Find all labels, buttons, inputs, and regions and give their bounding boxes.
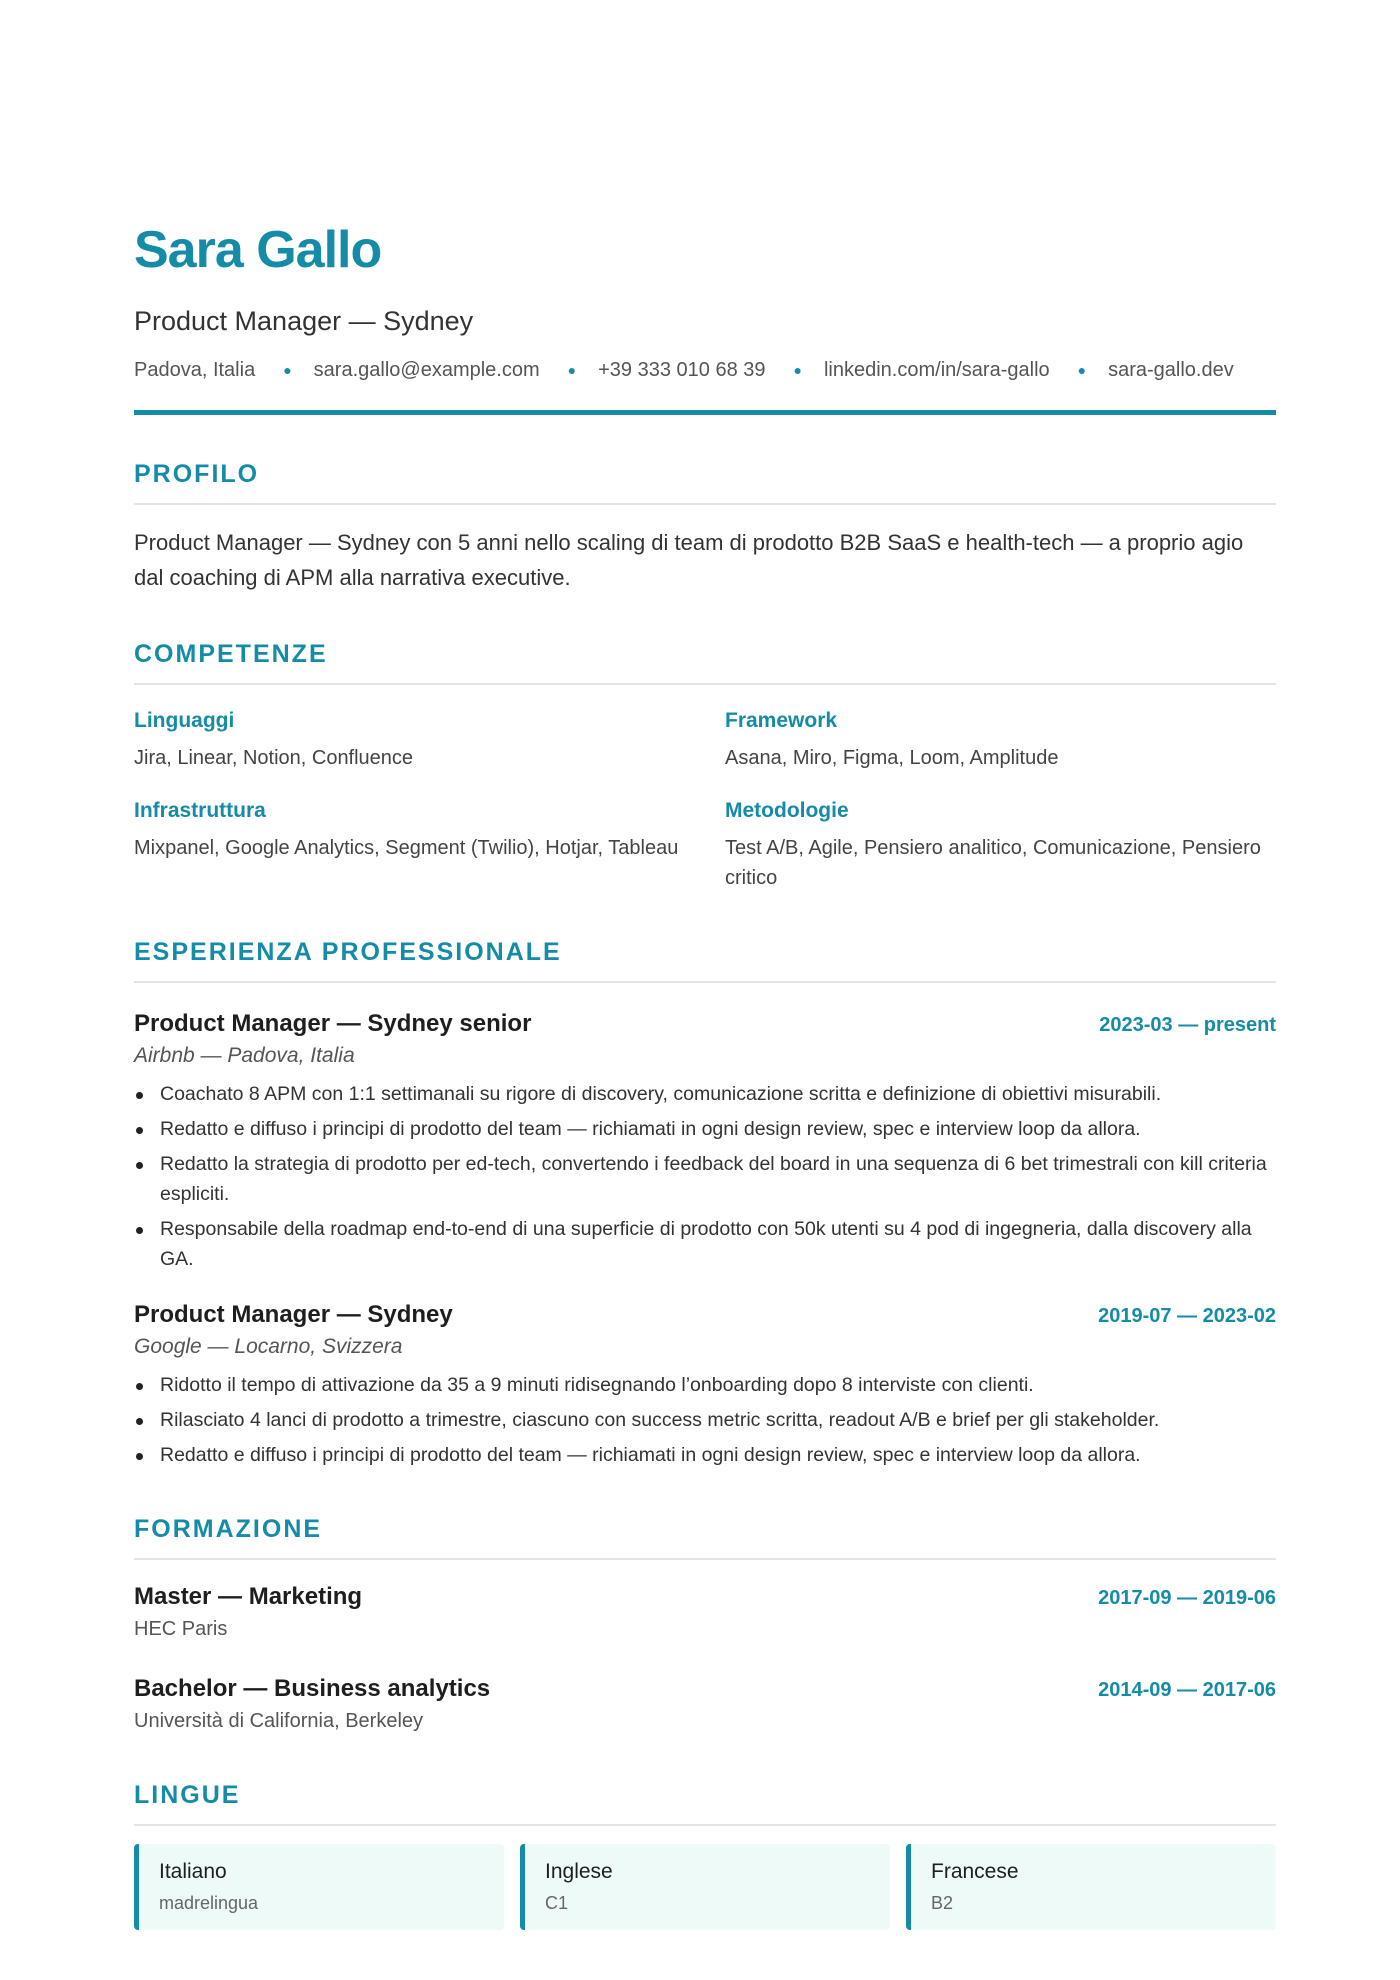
contact-website[interactable]: sara-gallo.dev [1108, 359, 1234, 381]
job-bullet: Redatto la strategia di prodotto per ed-tech, convertendo i feedback del board in una sequenza di 6 bet trimestrali con kill criteria espliciti. [134, 1149, 1276, 1209]
skill-group [134, 797, 685, 893]
skill-value: Mixpanel, Google Analytics, Segment (Twilio), Hotjar, Tableau [134, 837, 679, 859]
headline: Product Manager — Sydney [134, 306, 474, 336]
experience-section [134, 937, 1276, 1470]
education-header [134, 1674, 1276, 1704]
contact-linkedin[interactable]: linkedin.com/in/sara-gallo [823, 359, 1050, 381]
job-dates: 2019-07 — 2023-02 [1098, 1305, 1276, 1327]
education-entry [134, 1582, 1276, 1644]
job-bullet: Responsabile della roadmap end-to-end di una superficie di prodotto con 50k utenti su 4 pod di ingegneria, dalla discovery alla GA. [134, 1214, 1276, 1274]
section-divider [134, 683, 1276, 685]
language-name: Francese [931, 1860, 1019, 1883]
language-level: C1 [545, 1893, 569, 1913]
degree: Bachelor — Business analytics [134, 1675, 491, 1702]
language-card [906, 1844, 1276, 1930]
skill-value: Asana, Miro, Figma, Loom, Amplitude [725, 747, 1059, 769]
job-bullets [134, 1370, 1276, 1470]
job-header [134, 1009, 1276, 1039]
language-name: Italiano [159, 1860, 227, 1883]
bullet-separator-icon: ● [283, 362, 292, 378]
school: HEC Paris [134, 1618, 228, 1640]
section-title: LINGUE [134, 1781, 241, 1809]
skills-section [134, 639, 1276, 893]
skill-value: Jira, Linear, Notion, Confluence [134, 747, 414, 769]
skill-label: Linguaggi [134, 709, 235, 732]
job-title: Product Manager — Sydney [134, 1301, 453, 1328]
job-company: Airbnb — Padova, Italia [134, 1044, 355, 1067]
languages-section [134, 1780, 1276, 1930]
profile-summary: Product Manager — Sydney con 5 anni nello scaling di team di prodotto B2B SaaS e health-tech — a proprio agio dal coaching di APM alla narrativa executive. [134, 530, 1244, 590]
section-title: ESPERIENZA PROFESSIONALE [134, 938, 562, 966]
job-bullet: Redatto e diffuso i principi di prodotto del team — richiamati in ogni design review, spec e interview loop da allora. [134, 1440, 1276, 1470]
header-divider [134, 410, 1276, 415]
job-company: Google — Locarno, Svizzera [134, 1335, 403, 1358]
bullet-separator-icon: ● [1077, 362, 1087, 378]
education-section [134, 1514, 1276, 1736]
job-bullet: Coachato 8 APM con 1:1 settimanali su rigore di discovery, comunicazione scritta e definizione di obiettivi misurabili. [134, 1079, 1276, 1109]
contact-phone[interactable]: +39 333 010 68 39 [598, 359, 766, 381]
education-entry [134, 1674, 1276, 1736]
skill-group [725, 797, 1276, 893]
skills-grid [134, 707, 1276, 893]
language-level: madrelingua [159, 1893, 259, 1913]
contact-email[interactable]: sara.gallo@example.com [313, 359, 540, 381]
job-title: Product Manager — Sydney senior [134, 1010, 532, 1037]
job-bullet: Rilasciato 4 lanci di prodotto a trimestre, ciascuno con success metric scritta, readout A/B e brief per gli stakeholder. [134, 1405, 1276, 1435]
contact-row [134, 356, 1276, 384]
language-level: B2 [931, 1893, 954, 1913]
section-divider [134, 1558, 1276, 1560]
job-bullets [134, 1079, 1276, 1274]
bullet-separator-icon: ● [567, 362, 577, 378]
job-entry [134, 1009, 1276, 1274]
job-bullet: Ridotto il tempo di attivazione da 35 a 9 minuti ridisegnando l’onboarding dopo 8 interviste con clienti. [134, 1370, 1276, 1400]
profile-section [134, 459, 1276, 595]
skill-label: Framework [725, 709, 838, 732]
school: Università di California, Berkeley [134, 1710, 424, 1732]
bullet-separator-icon: ● [793, 362, 802, 378]
contact-location: Padova, Italia [134, 359, 256, 381]
resume-content [134, 218, 1276, 1930]
skill-group [134, 707, 685, 773]
language-card [520, 1844, 890, 1930]
degree: Master — Marketing [134, 1583, 363, 1610]
section-divider [134, 981, 1276, 983]
skill-label: Infrastruttura [134, 799, 266, 822]
language-cards [134, 1844, 1276, 1930]
job-dates: 2023-03 — present [1099, 1014, 1276, 1036]
section-title: FORMAZIONE [134, 1515, 323, 1543]
job-entry [134, 1300, 1276, 1470]
skill-value: Test A/B, Agile, Pensiero analitico, Comunicazione, Pensiero critico [725, 837, 1261, 889]
candidate-name: Sara Gallo [134, 221, 382, 279]
section-title: COMPETENZE [134, 640, 328, 668]
language-name: Inglese [545, 1860, 613, 1883]
job-header [134, 1300, 1276, 1330]
education-header [134, 1582, 1276, 1612]
skill-group [725, 707, 1276, 773]
job-bullet: Redatto e diffuso i principi di prodotto del team — richiamati in ogni design review, spec e interview loop da allora. [134, 1114, 1276, 1144]
skill-label: Metodologie [725, 799, 849, 822]
education-dates: 2014-09 — 2017-06 [1098, 1679, 1276, 1701]
language-card [134, 1844, 504, 1930]
section-divider [134, 503, 1276, 505]
section-divider [134, 1824, 1276, 1826]
section-title: PROFILO [134, 460, 260, 488]
education-dates: 2017-09 — 2019-06 [1098, 1587, 1276, 1609]
